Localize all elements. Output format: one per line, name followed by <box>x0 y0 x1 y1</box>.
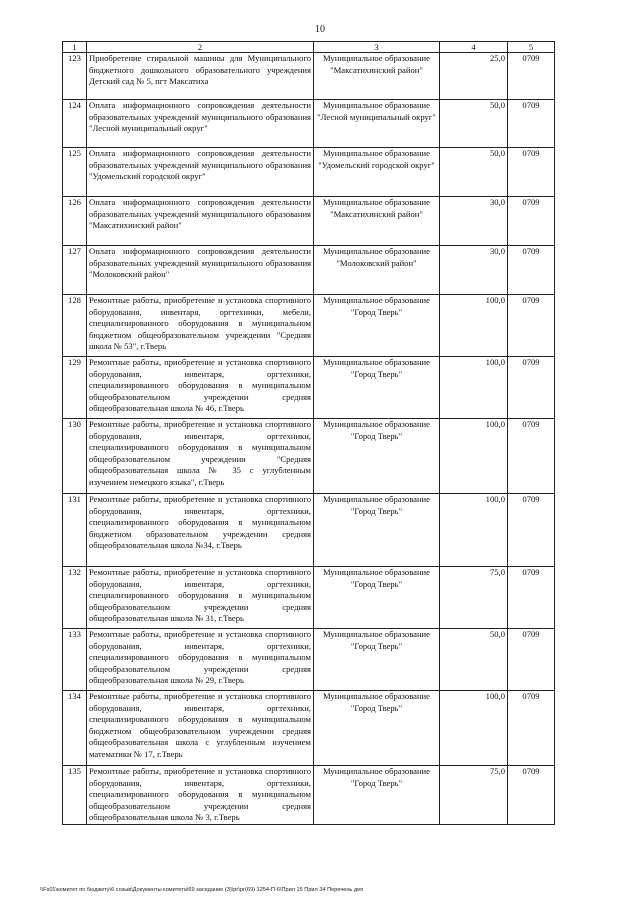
table-body <box>63 53 555 825</box>
budget-code-cell: 0709 <box>508 629 555 691</box>
column-header: 5 <box>508 42 555 53</box>
amount-cell: 30,0 <box>440 197 508 246</box>
organization-cell: Муниципальное образование "Город Тверь" <box>314 629 440 691</box>
description-cell: Оплата информационного сопровождения деятельности образовательных учреждений муниципального образования "Удомельский городской округ" <box>87 148 314 197</box>
table-row <box>63 197 555 246</box>
row-number-cell: 127 <box>63 246 87 295</box>
amount-cell: 75,0 <box>440 766 508 825</box>
description-cell: Ремонтные работы, приобретение и установка спортивного оборудования, инвентаря, оргтехники, специализированного оборудования в муниципальном общеобразовательном учреждении средняя общеобразовательная школа № 46, г.Тверь <box>87 357 314 419</box>
file-path-footer: \\Fs01\комитет по бюджету\6 созыв\Документы комитета\69 заседание (3)\рг\рг(69) 1254-П-6\Прил 15 Прил 34 Перечень деп <box>40 887 364 893</box>
organization-cell: Муниципальное образование "Максатихинский район" <box>314 53 440 100</box>
column-header: 1 <box>63 42 87 53</box>
row-number-cell: 124 <box>63 100 87 148</box>
description-cell: Ремонтные работы, приобретение и установка спортивного оборудования, инвентаря, оргтехники, мебели, специализированного оборудования в муниципальном бюджетном общеобразовательном учреждении "Средняя школа № 53", г.Тверь <box>87 295 314 357</box>
description-cell: Ремонтные работы, приобретение и установка спортивного оборудования, инвентаря, оргтехники, специализированного оборудования в муниципальном бюджетном общеобразовательном учреждении средняя общеобразовательная школа с углубленным изучением математики № 17, г.Тверь <box>87 691 314 766</box>
budget-code-cell: 0709 <box>508 246 555 295</box>
budget-code-cell: 0709 <box>508 197 555 246</box>
table-row <box>63 53 555 100</box>
row-number-cell: 131 <box>63 494 87 567</box>
organization-cell: Муниципальное образование "Город Тверь" <box>314 766 440 825</box>
organization-cell: Муниципальное образование "Город Тверь" <box>314 357 440 419</box>
budget-code-cell: 0709 <box>508 148 555 197</box>
row-number-cell: 132 <box>63 567 87 629</box>
row-number-cell: 123 <box>63 53 87 100</box>
row-number-cell: 134 <box>63 691 87 766</box>
table-row <box>63 100 555 148</box>
organization-cell: Муниципальное образование "Максатихинский район" <box>314 197 440 246</box>
amount-cell: 75,0 <box>440 567 508 629</box>
amount-cell: 25,0 <box>440 53 508 100</box>
description-cell: Ремонтные работы, приобретение и установка спортивного оборудования, инвентаря, оргтехники, специализированного оборудования в муниципальном общеобразовательном учреждении средняя общеобразовательная школа № 3, г.Тверь <box>87 766 314 825</box>
budget-code-cell: 0709 <box>508 494 555 567</box>
budget-code-cell: 0709 <box>508 419 555 494</box>
organization-cell: Муниципальное образование "Город Тверь" <box>314 691 440 766</box>
amount-cell: 100,0 <box>440 494 508 567</box>
row-number-cell: 133 <box>63 629 87 691</box>
row-number-cell: 125 <box>63 148 87 197</box>
amount-cell: 50,0 <box>440 148 508 197</box>
table-row <box>63 494 555 567</box>
organization-cell: Муниципальное образование "Молоковский район" <box>314 246 440 295</box>
amount-cell: 50,0 <box>440 100 508 148</box>
description-cell: Приобретение стиральной машины для Муниципального бюджетного дошкольного образовательного учреждения Детский сад № 5, пгт Максатиха <box>87 53 314 100</box>
organization-cell: Муниципальное образование "Город Тверь" <box>314 494 440 567</box>
table-row <box>63 766 555 825</box>
organization-cell: Муниципальное образование "Лесной муниципальный округ" <box>314 100 440 148</box>
table-row <box>63 629 555 691</box>
description-cell: Ремонтные работы, приобретение и установка спортивного оборудования, инвентаря, оргтехники, специализированного оборудования в муниципальном общеобразовательном учреждении средняя общеобразовательная школа № 31, г.Тверь <box>87 567 314 629</box>
organization-cell: Муниципальное образование "Город Тверь" <box>314 295 440 357</box>
budget-code-cell: 0709 <box>508 567 555 629</box>
table-row <box>63 148 555 197</box>
table-header-row <box>63 42 555 53</box>
row-number-cell: 135 <box>63 766 87 825</box>
description-cell: Ремонтные работы, приобретение и установка спортивного оборудования, инвентаря, оргтехники, специализированного оборудования в муниципальном бюджетном образовательном учреждении средняя общеобразовательная школа №34, г.Тверь <box>87 494 314 567</box>
table-row <box>63 295 555 357</box>
amount-cell: 30,0 <box>440 246 508 295</box>
description-cell: Оплата информационного сопровождения деятельности образовательных учреждений муниципального образования "Максатихинский район" <box>87 197 314 246</box>
description-cell: Ремонтные работы, приобретение и установка спортивного оборудования, инвентаря, оргтехники, специализированного оборудования в муниципальном общеобразовательном учреждении "Средняя общеобразовательная школа № 35 с углубленным изучением немецкого языка", г.Тверь <box>87 419 314 494</box>
amount-cell: 100,0 <box>440 691 508 766</box>
table-row <box>63 419 555 494</box>
column-header: 3 <box>314 42 440 53</box>
organization-cell: Муниципальное образование "Город Тверь" <box>314 419 440 494</box>
row-number-cell: 129 <box>63 357 87 419</box>
page-number: 10 <box>315 24 325 35</box>
organization-cell: Муниципальное образование "Город Тверь" <box>314 567 440 629</box>
organization-cell: Муниципальное образование "Удомельский городской округ" <box>314 148 440 197</box>
column-header: 4 <box>440 42 508 53</box>
budget-code-cell: 0709 <box>508 100 555 148</box>
table-row <box>63 567 555 629</box>
row-number-cell: 126 <box>63 197 87 246</box>
budget-code-cell: 0709 <box>508 295 555 357</box>
description-cell: Ремонтные работы, приобретение и установка спортивного оборудования, инвентаря, оргтехники, специализированного оборудования в муниципальном общеобразовательном учреждении средняя общеобразовательная школа № 29, г.Тверь <box>87 629 314 691</box>
row-number-cell: 128 <box>63 295 87 357</box>
budget-code-cell: 0709 <box>508 691 555 766</box>
column-header: 2 <box>87 42 314 53</box>
description-cell: Оплата информационного сопровождения деятельности образовательных учреждений муниципального образования "Молоковский район" <box>87 246 314 295</box>
budget-code-cell: 0709 <box>508 766 555 825</box>
amount-cell: 100,0 <box>440 419 508 494</box>
amount-cell: 50,0 <box>440 629 508 691</box>
budget-code-cell: 0709 <box>508 357 555 419</box>
table-row <box>63 691 555 766</box>
description-cell: Оплата информационного сопровождения деятельности образовательных учреждений муниципального образования "Лесной муниципальный округ" <box>87 100 314 148</box>
amount-cell: 100,0 <box>440 357 508 419</box>
row-number-cell: 130 <box>63 419 87 494</box>
budget-code-cell: 0709 <box>508 53 555 100</box>
table-row <box>63 246 555 295</box>
amount-cell: 100,0 <box>440 295 508 357</box>
allocation-table <box>62 41 555 825</box>
table-row <box>63 357 555 419</box>
